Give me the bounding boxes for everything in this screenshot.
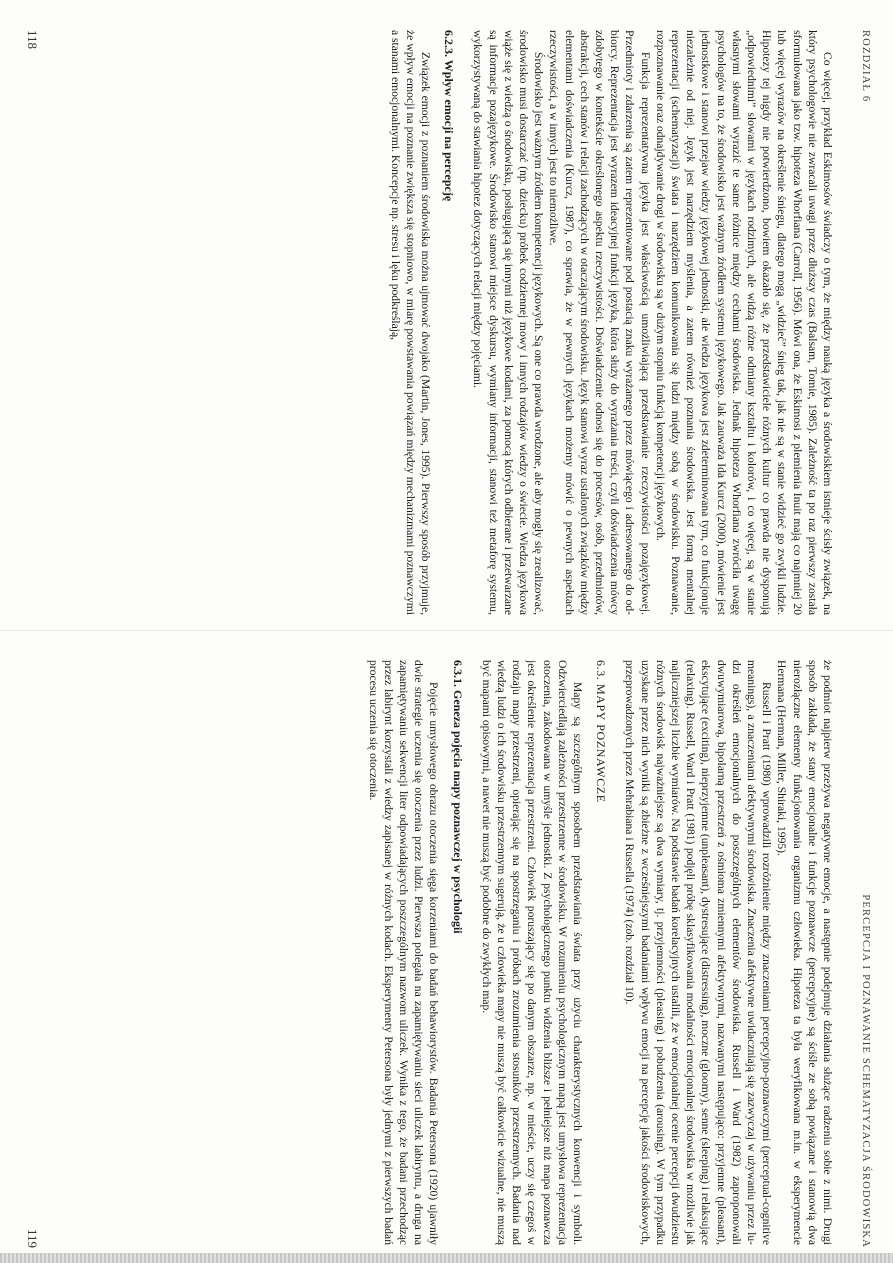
book-gutter bbox=[0, 630, 893, 631]
scanner-edge-strip bbox=[0, 1253, 893, 1263]
page-number-left: 118 bbox=[25, 30, 40, 50]
paragraph: że podmiot najpierw przeżywa negatywne emocje, a następnie podejmuje działania służące radzeniu sobie z nimi. Drugi sposób zakłada, że stany emocjonalne i funkcje poznawcze (percepcyjne) są ściśle ze sobą powiązane i stanowią dwa nierozłączne elementy funkcjonowania organizmu człowieka. Hipoteza ta była weryfikowana m.in. w eksperymencie Hermana (Herman, Miller, Shiraki, 1995). bbox=[775, 660, 834, 1245]
subsection-heading: 6.3.1. Geneza pojęcia mapy poznawczej w psychologii bbox=[450, 660, 465, 934]
paragraph: Związek emocji z poznaniem środowiska można ujmować dwojako (Martin, Jones, 1995). Pierwszy sposób przyjmuje, że wpływ emocji na poznanie zwiększa się stopniowo, w miarę powstawania powiązań między mechanizmami poznawczymi a stanami emocjonalnymi. Koncepcje np. stresu i lęku podkreślają, bbox=[388, 30, 432, 615]
paragraph: Co więcej, przykład Eskimosów świadczy o tym, że między nauką języka a środowiskiem istnieje ścisły związek, na który psychologowie nie zwracali uwagi przez dłuższy czas (Balsam, Tomie, 1985). Zależność ta po raz pierwszy została sformułowana jako tzw. hipoteza Whorfiana (Carroll, 1956). Mówi ona, że Eskimosi z plemienia Inuit mają co najmniej 20 lub więcej wyrazów na określenie śniegu, dlatego mogą „widzieć” śnieg tak, jak nie są w stanie widzieć go zwykli ludzie. Hipotezy tej nigdy nie potwierdzono, bowiem okazało się, że przedstawiciele różnych kultur co prawda nie dysponują „odpowiednimi” słowami w językach rodzimych, ale widzą różne odmiany kształtu i kolorów, i co więcej, są w stanie własnymi słowami wyrazić te same różnice między cechami środowiska. Jednak hipoteza Whorfiana zwróciła uwagę psychologów na to, że środowisko jest ważnym źródłem systemu językowego. Jak zauważa Ida Kurcz (2000), mówienie jest jednostkowe i stanowi przejaw wiedzy językowej jednostki, ale wiedza językowa jest zdeterminowana tym, co funkcjonuje niezależnie od niej. Język jest narzędziem myślenia, a zatem również poznania środowiska. Jest formą mentalnej reprezentacji (schematyzacji) świata i narzędziem komunikowania się ludzi między sobą w środowisku. Poznawanie, rozpoznawanie oraz odnajdywanie drogi w środowisku są w dużym stopniu funkcją kompetencji językowych. bbox=[653, 30, 834, 615]
page-118 bbox=[0, 30, 893, 630]
running-head-right: PERCEPCJA I POZNAWANIE SCHEMATYZACJA ŚRODOWISKA bbox=[860, 894, 871, 1248]
running-head-left: ROZDZIAŁ 6 bbox=[860, 30, 871, 103]
page-119 bbox=[0, 648, 893, 1248]
paragraph: Mapy są szczególnym sposobem przedstawiania świata przy użyciu charakterystycznych konwencji i symboli. Odzwierciedlają zależności przestrzenne w środowisku. W rozumieniu psychologicznym mapą jest umysłowa reprezentacja otoczenia, zakodowana w umyśle jednostki. Z psychologicznego punktu widzenia bliższe i pełniejsze niż mapa poznawcza jest określenie reprezentacja przestrzeni. Człowiek poruszający się po danym obszarze, np. w mieście, uczy się czegoś w rodzaju mapy przestrzeni, opierając się na spostrzeganiu i próbach zrozumienia stosunków przestrzennych. Badania nad wiedzą ludzi o ich środowisku przestrzennym sugerują, że u człowieka mapy nie muszą być całkowicie wizualne, nie muszą być mapami opisowymi, a nawet nie muszą być podobne do zwykłych map. bbox=[479, 660, 584, 1245]
page-118-body bbox=[60, 30, 835, 615]
paragraph: Środowisko jest ważnym źródłem kompetencji językowych. Są one co prawda wrodzone, ale aby mogły się zrealizować, środowisko musi dostarczać (np. dziecku) próbek codziennej mowy i innych rodzajów wiedzy o świecie. Wiedza językowa wiąże się z wiedzą o środowisku, posługującą się innymi niż językowe kodami, za pomocą których odbierane i przetwarzane są informacje pozajęzykowe. Środowisko stanowi miejsce dyskursu, wymiany informacji, stanowi też metaforę systemu, wykorzystywaną do stawiania hipotez dotyczących relacji między pojęciami. bbox=[471, 30, 546, 615]
section-heading: 6.3. MAPY POZNAWCZE bbox=[594, 660, 609, 803]
paragraph: Pojęcie umysłowego obrazu otoczenia sięga korzeniami do badań behawiorystów. Badania Petersona (1920) ujawniły dwie strategie uczenia się otoczenia przez ludzi. Pierwsza polegała na zapamiętywaniu sieci uliczek labiryntu, a druga na zapamiętywaniu sekwencji liter odpowiadających poszczególnym nazwom uliczek. Wynika z tego, że badani przechodząc przez labirynt korzystali z wiedzy zapisanej w różnych kodach. Eksperymenty Petersona były jednymi z pierwszych badań procesu uczenia się otoczenia. bbox=[366, 660, 441, 1245]
page-number-right: 119 bbox=[25, 1228, 40, 1248]
paragraph: Russell i Pratt (1980) wprowadzili rozróżnienie między znaczeniami percepcyjno-poznawczymi (perceptual-cognitive meanings), a znaczeniami afektywnymi środowiska. Znaczenia afektywne uwidaczniają się zazwyczaj w używaniu przez ludzi określeń emocjonalnych do poszczególnych elementów środowiska. Russell i Ward (1982) zaproponowali dwuwymiarową, bipolarną przestrzeń z ośmioma zmiennymi afektywnymi, nazwanymi następująco: przyjemne (pleasant), ekscytujące (exciting), nieprzyjemne (unpleasant), dystresujące (distressing), moczne (gloomy), senne (sleeping) i relaksujące (relaxing). Russell, Ward i Pratt (1981) podjęli próbę sklasyfikowania modalności emocjonalnej środowiska w możliwie jak najliczniejszej liczbie wymiarów. Na podstawie badań korelacyjnych ustalili, że w emocjonalnej ocenie percepcji dwudziestu różnych środowisk najważniejsze są dwa wymiary, tj. przyjemności (pleasing) i pobudzenia (arousing). W tym przypadku uzyskane przez nich wyniki są zbieżne z wcześniejszymi badaniami wpływu emocji na percepcję jakości środowiskowych, przeprowadzonych przez Mehrabiana i Russella (1974) (zob. rozdział 10). bbox=[623, 660, 774, 1245]
page-119-body bbox=[60, 660, 835, 1245]
paragraph: Funkcja reprezentatywna języka jest właściwością umożliwiającą przedstawianie rzeczywistości pozajęzykowej. Przedmioty i zdarzenia są zatem reprezentowane pod postacią znaku wyrażanego przez mówiącego i adresowanego do odbiorcy. Reprezentacja jest wyrazem ideacyjnej funkcji języka, która służy do wyrażania treści, czyli doświadczenia mówcy zdobytego w kontekście określonego aspektu rzeczywistości. Doświadczenie odnosi się do procesów, osób, przedmiotów, abstrakcji, cech stanów i relacji zachodzących w otaczającym środowisku. Język stanowi wyraz ustalonych związków między elementami doświadczenia (Kurcz, 1987), co sprawia, że w pewnych językach możemy mówić o pewnych aspektach rzeczywistości, a w innych jest to niemożliwe. bbox=[547, 30, 652, 615]
section-heading: 6.2.3. Wpływ emocji na percepcję bbox=[442, 30, 457, 202]
